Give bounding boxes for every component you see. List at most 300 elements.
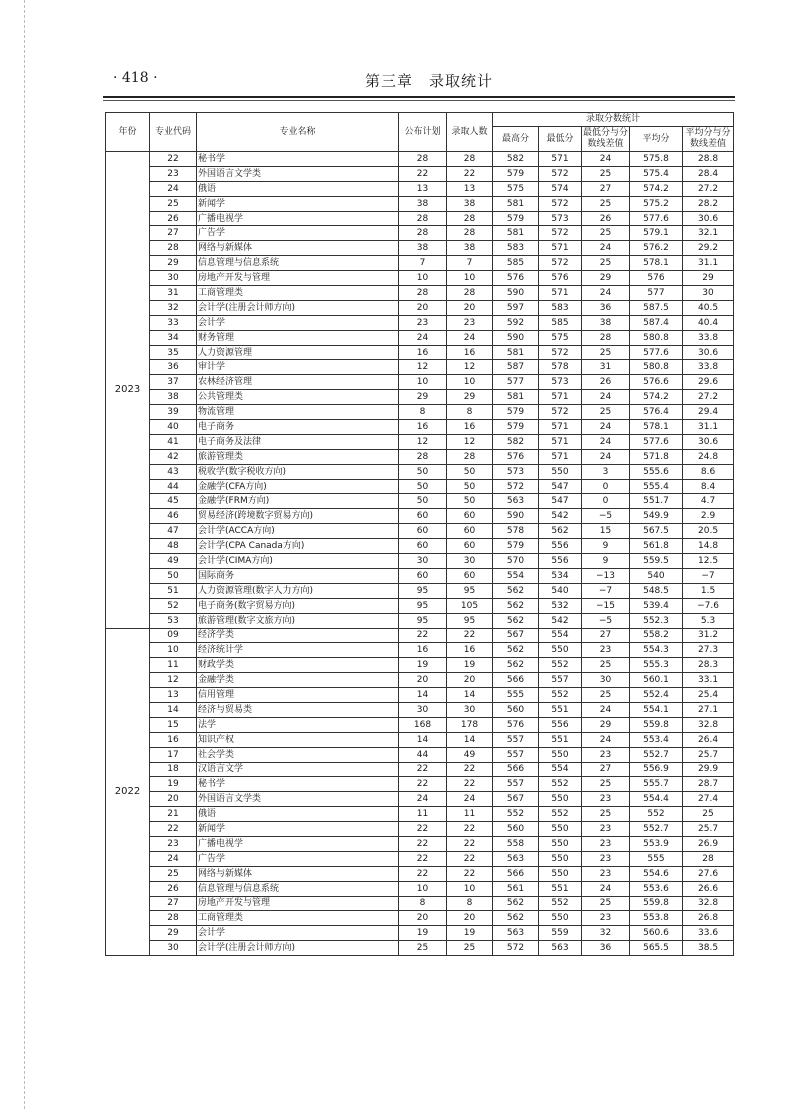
admitted-cell: 22 — [447, 822, 493, 837]
admitted-cell: 60 — [447, 524, 493, 539]
min-cell: 572 — [539, 196, 582, 211]
avg-diff-cell: 27.2 — [683, 390, 734, 405]
plan-cell: 38 — [399, 196, 447, 211]
min-cell: 550 — [539, 822, 582, 837]
avg-cell: 555 — [630, 851, 683, 866]
max-cell: 590 — [493, 330, 539, 345]
avg-cell: 561.8 — [630, 539, 683, 554]
min-diff-cell: 15 — [582, 524, 630, 539]
min-cell: 563 — [539, 941, 582, 956]
name-cell: 广告学 — [197, 851, 399, 866]
admitted-cell: 49 — [447, 747, 493, 762]
plan-cell: 50 — [399, 464, 447, 479]
code-cell: 09 — [150, 628, 197, 643]
avg-cell: 587.4 — [630, 315, 683, 330]
avg-diff-cell: 33.1 — [683, 673, 734, 688]
code-cell: 51 — [150, 583, 197, 598]
avg-diff-cell: 1.5 — [683, 583, 734, 598]
name-cell: 会计学 — [197, 315, 399, 330]
admitted-cell: 25 — [447, 941, 493, 956]
plan-cell: 50 — [399, 494, 447, 509]
admitted-cell: 60 — [447, 568, 493, 583]
plan-cell: 10 — [399, 271, 447, 286]
plan-cell: 30 — [399, 702, 447, 717]
plan-cell: 13 — [399, 181, 447, 196]
min-diff-cell: −15 — [582, 598, 630, 613]
table-body — [106, 152, 734, 956]
min-cell: 572 — [539, 405, 582, 420]
max-cell: 578 — [493, 524, 539, 539]
admitted-cell: 23 — [447, 315, 493, 330]
min-cell: 556 — [539, 717, 582, 732]
min-cell: 532 — [539, 598, 582, 613]
header-max: 最高分 — [493, 127, 539, 152]
code-cell: 16 — [150, 732, 197, 747]
plan-cell: 28 — [399, 152, 447, 167]
avg-cell: 565.5 — [630, 941, 683, 956]
code-cell: 24 — [150, 181, 197, 196]
avg-cell: 575.4 — [630, 166, 683, 181]
min-cell: 547 — [539, 494, 582, 509]
max-cell: 560 — [493, 822, 539, 837]
avg-cell: 580.8 — [630, 330, 683, 345]
table-row — [106, 658, 734, 673]
code-cell: 21 — [150, 807, 197, 822]
code-cell: 13 — [150, 688, 197, 703]
admitted-cell: 14 — [447, 688, 493, 703]
min-diff-cell: 27 — [582, 762, 630, 777]
name-cell: 旅游管理(数字文旅方向) — [197, 613, 399, 628]
plan-cell: 24 — [399, 330, 447, 345]
plan-cell: 28 — [399, 226, 447, 241]
name-cell: 广告学 — [197, 226, 399, 241]
min-cell: 571 — [539, 434, 582, 449]
avg-cell: 552.7 — [630, 747, 683, 762]
min-diff-cell: 30 — [582, 673, 630, 688]
min-diff-cell: 25 — [582, 345, 630, 360]
table-row — [106, 866, 734, 881]
plan-cell: 19 — [399, 658, 447, 673]
min-cell: 583 — [539, 300, 582, 315]
name-cell: 法学 — [197, 717, 399, 732]
avg-cell: 574.2 — [630, 181, 683, 196]
name-cell: 汉语言文学 — [197, 762, 399, 777]
min-diff-cell: 36 — [582, 941, 630, 956]
table-row — [106, 256, 734, 271]
header-avg-diff: 平均分与分数线差值 — [683, 127, 734, 152]
name-cell: 知识产权 — [197, 732, 399, 747]
table-row — [106, 628, 734, 643]
plan-cell: 95 — [399, 598, 447, 613]
name-cell: 房地产开发与管理 — [197, 896, 399, 911]
min-diff-cell: 31 — [582, 360, 630, 375]
table-row — [106, 479, 734, 494]
table-row — [106, 598, 734, 613]
max-cell: 558 — [493, 836, 539, 851]
avg-cell: 587.5 — [630, 300, 683, 315]
min-diff-cell: 23 — [582, 851, 630, 866]
min-diff-cell: 29 — [582, 271, 630, 286]
header-rule — [103, 96, 735, 98]
admitted-cell: 22 — [447, 866, 493, 881]
avg-diff-cell: 31.1 — [683, 420, 734, 435]
avg-diff-cell: −7 — [683, 568, 734, 583]
admitted-cell: 60 — [447, 509, 493, 524]
code-cell: 41 — [150, 434, 197, 449]
table-row — [106, 345, 734, 360]
admitted-cell: 105 — [447, 598, 493, 613]
avg-diff-cell: 29.2 — [683, 241, 734, 256]
table-row — [106, 881, 734, 896]
avg-cell: 579.1 — [630, 226, 683, 241]
code-cell: 40 — [150, 420, 197, 435]
min-cell: 550 — [539, 464, 582, 479]
min-cell: 562 — [539, 524, 582, 539]
min-cell: 551 — [539, 702, 582, 717]
header-avg: 平均分 — [630, 127, 683, 152]
avg-cell: 576.6 — [630, 375, 683, 390]
admitted-cell: 24 — [447, 792, 493, 807]
admitted-cell: 20 — [447, 911, 493, 926]
max-cell: 562 — [493, 613, 539, 628]
code-cell: 48 — [150, 539, 197, 554]
code-cell: 33 — [150, 315, 197, 330]
admitted-cell: 20 — [447, 673, 493, 688]
min-cell: 552 — [539, 896, 582, 911]
plan-cell: 22 — [399, 822, 447, 837]
min-cell: 574 — [539, 181, 582, 196]
admitted-cell: 8 — [447, 896, 493, 911]
avg-cell: 555.4 — [630, 479, 683, 494]
max-cell: 582 — [493, 152, 539, 167]
table-row — [106, 896, 734, 911]
plan-cell: 12 — [399, 434, 447, 449]
min-cell: 550 — [539, 643, 582, 658]
admitted-cell: 38 — [447, 196, 493, 211]
code-cell: 36 — [150, 360, 197, 375]
avg-diff-cell: 25.7 — [683, 822, 734, 837]
plan-cell: 14 — [399, 688, 447, 703]
code-cell: 19 — [150, 777, 197, 792]
code-cell: 42 — [150, 449, 197, 464]
name-cell: 会计学(注册会计师方向) — [197, 300, 399, 315]
max-cell: 587 — [493, 360, 539, 375]
plan-cell: 22 — [399, 762, 447, 777]
table-row — [106, 941, 734, 956]
code-cell: 20 — [150, 792, 197, 807]
min-diff-cell: 29 — [582, 717, 630, 732]
avg-diff-cell: 28 — [683, 851, 734, 866]
admitted-cell: 95 — [447, 613, 493, 628]
min-cell: 557 — [539, 673, 582, 688]
min-cell: 571 — [539, 286, 582, 301]
avg-diff-cell: 8.4 — [683, 479, 734, 494]
table-row — [106, 911, 734, 926]
min-diff-cell: 28 — [582, 330, 630, 345]
max-cell: 581 — [493, 345, 539, 360]
admitted-cell: 95 — [447, 583, 493, 598]
avg-cell: 552.4 — [630, 688, 683, 703]
avg-cell: 555.6 — [630, 464, 683, 479]
table-row — [106, 449, 734, 464]
plan-cell: 8 — [399, 405, 447, 420]
avg-diff-cell: 25.4 — [683, 688, 734, 703]
min-diff-cell: 27 — [582, 628, 630, 643]
max-cell: 583 — [493, 241, 539, 256]
plan-cell: 60 — [399, 509, 447, 524]
table-row — [106, 405, 734, 420]
table-row — [106, 152, 734, 167]
plan-cell: 24 — [399, 792, 447, 807]
avg-diff-cell: 20.5 — [683, 524, 734, 539]
table-row — [106, 434, 734, 449]
plan-cell: 60 — [399, 524, 447, 539]
max-cell: 567 — [493, 628, 539, 643]
table-row — [106, 792, 734, 807]
min-diff-cell: 26 — [582, 211, 630, 226]
name-cell: 人力资源管理 — [197, 345, 399, 360]
avg-cell: 559.8 — [630, 896, 683, 911]
chapter-title: 第三章 录取统计 — [365, 72, 494, 90]
table-row — [106, 762, 734, 777]
min-diff-cell: 25 — [582, 896, 630, 911]
avg-cell: 580.8 — [630, 360, 683, 375]
admitted-cell: 22 — [447, 628, 493, 643]
name-cell: 新闻学 — [197, 822, 399, 837]
avg-diff-cell: 12.5 — [683, 554, 734, 569]
min-cell: 551 — [539, 732, 582, 747]
table-row — [106, 375, 734, 390]
header-admitted: 录取人数 — [447, 113, 493, 152]
min-cell: 571 — [539, 390, 582, 405]
table-row — [106, 702, 734, 717]
year-cell: 2023 — [106, 152, 150, 629]
code-cell: 53 — [150, 613, 197, 628]
avg-diff-cell: 28.8 — [683, 152, 734, 167]
code-cell: 18 — [150, 762, 197, 777]
min-cell: 556 — [539, 554, 582, 569]
admitted-cell: 7 — [447, 256, 493, 271]
plan-cell: 14 — [399, 732, 447, 747]
admitted-cell: 28 — [447, 286, 493, 301]
plan-cell: 38 — [399, 241, 447, 256]
table-row — [106, 836, 734, 851]
min-diff-cell: 24 — [582, 286, 630, 301]
plan-cell: 95 — [399, 583, 447, 598]
plan-cell: 22 — [399, 866, 447, 881]
name-cell: 秘书学 — [197, 777, 399, 792]
min-cell: 572 — [539, 345, 582, 360]
admitted-cell: 16 — [447, 345, 493, 360]
min-diff-cell: 23 — [582, 643, 630, 658]
table-row — [106, 286, 734, 301]
max-cell: 562 — [493, 658, 539, 673]
max-cell: 581 — [493, 226, 539, 241]
code-cell: 29 — [150, 926, 197, 941]
admission-score-table — [105, 112, 734, 956]
max-cell: 579 — [493, 166, 539, 181]
avg-diff-cell: 27.1 — [683, 702, 734, 717]
table-row — [106, 643, 734, 658]
avg-cell: 560.6 — [630, 926, 683, 941]
code-cell: 46 — [150, 509, 197, 524]
table-row — [106, 568, 734, 583]
table-row — [106, 554, 734, 569]
name-cell: 电子商务 — [197, 420, 399, 435]
header-year: 年份 — [106, 113, 150, 152]
avg-cell: 552.3 — [630, 613, 683, 628]
min-cell: 572 — [539, 256, 582, 271]
avg-diff-cell: 27.4 — [683, 792, 734, 807]
name-cell: 公共管理类 — [197, 390, 399, 405]
plan-cell: 23 — [399, 315, 447, 330]
table-row — [106, 315, 734, 330]
code-cell: 22 — [150, 822, 197, 837]
avg-diff-cell: 29.9 — [683, 762, 734, 777]
name-cell: 俄语 — [197, 181, 399, 196]
code-cell: 31 — [150, 286, 197, 301]
code-cell: 43 — [150, 464, 197, 479]
code-cell: 39 — [150, 405, 197, 420]
min-diff-cell: 9 — [582, 554, 630, 569]
admitted-cell: 50 — [447, 494, 493, 509]
admitted-cell: 12 — [447, 360, 493, 375]
min-cell: 571 — [539, 152, 582, 167]
avg-diff-cell: 28.2 — [683, 196, 734, 211]
admitted-cell: 28 — [447, 226, 493, 241]
min-cell: 547 — [539, 479, 582, 494]
min-diff-cell: 24 — [582, 434, 630, 449]
table-row — [106, 330, 734, 345]
min-cell: 550 — [539, 911, 582, 926]
avg-cell: 571.8 — [630, 449, 683, 464]
table-row — [106, 226, 734, 241]
avg-diff-cell: 40.5 — [683, 300, 734, 315]
name-cell: 经济与贸易类 — [197, 702, 399, 717]
name-cell: 电子商务及法律 — [197, 434, 399, 449]
avg-diff-cell: 25 — [683, 807, 734, 822]
avg-diff-cell: 27.6 — [683, 866, 734, 881]
admitted-cell: 50 — [447, 479, 493, 494]
admitted-cell: 8 — [447, 405, 493, 420]
avg-diff-cell: −7.6 — [683, 598, 734, 613]
plan-cell: 60 — [399, 568, 447, 583]
year-cell: 2022 — [106, 628, 150, 956]
avg-cell: 576.2 — [630, 241, 683, 256]
avg-cell: 553.4 — [630, 732, 683, 747]
code-cell: 30 — [150, 271, 197, 286]
min-diff-cell: 25 — [582, 405, 630, 420]
avg-diff-cell: 29 — [683, 271, 734, 286]
header-major-code: 专业代码 — [150, 113, 197, 152]
code-cell: 23 — [150, 166, 197, 181]
code-cell: 44 — [150, 479, 197, 494]
avg-diff-cell: 4.7 — [683, 494, 734, 509]
plan-cell: 22 — [399, 836, 447, 851]
plan-cell: 20 — [399, 911, 447, 926]
code-cell: 23 — [150, 836, 197, 851]
plan-cell: 10 — [399, 375, 447, 390]
min-diff-cell: 27 — [582, 181, 630, 196]
table-row — [106, 732, 734, 747]
table-header — [106, 113, 734, 152]
admitted-cell: 38 — [447, 241, 493, 256]
max-cell: 562 — [493, 583, 539, 598]
min-diff-cell: 9 — [582, 539, 630, 554]
code-cell: 28 — [150, 241, 197, 256]
name-cell: 金融学(FRM方向) — [197, 494, 399, 509]
avg-diff-cell: 40.4 — [683, 315, 734, 330]
max-cell: 566 — [493, 762, 539, 777]
min-cell: 571 — [539, 420, 582, 435]
max-cell: 552 — [493, 807, 539, 822]
min-cell: 552 — [539, 777, 582, 792]
plan-cell: 44 — [399, 747, 447, 762]
avg-diff-cell: 26.6 — [683, 881, 734, 896]
plan-cell: 10 — [399, 881, 447, 896]
plan-cell: 19 — [399, 926, 447, 941]
min-diff-cell: 25 — [582, 777, 630, 792]
table-row — [106, 509, 734, 524]
code-cell: 26 — [150, 881, 197, 896]
max-cell: 579 — [493, 405, 539, 420]
admitted-cell: 11 — [447, 807, 493, 822]
admitted-cell: 20 — [447, 300, 493, 315]
table-row — [106, 524, 734, 539]
admitted-cell: 30 — [447, 554, 493, 569]
name-cell: 房地产开发与管理 — [197, 271, 399, 286]
max-cell: 563 — [493, 851, 539, 866]
max-cell: 562 — [493, 643, 539, 658]
plan-cell: 16 — [399, 420, 447, 435]
min-diff-cell: 24 — [582, 420, 630, 435]
max-cell: 557 — [493, 747, 539, 762]
code-cell: 15 — [150, 717, 197, 732]
avg-cell: 551.7 — [630, 494, 683, 509]
avg-diff-cell: 32.1 — [683, 226, 734, 241]
admitted-cell: 16 — [447, 420, 493, 435]
name-cell: 财政学类 — [197, 658, 399, 673]
plan-cell: 25 — [399, 941, 447, 956]
admitted-cell: 50 — [447, 464, 493, 479]
min-diff-cell: 23 — [582, 822, 630, 837]
code-cell: 32 — [150, 300, 197, 315]
max-cell: 597 — [493, 300, 539, 315]
name-cell: 社会学类 — [197, 747, 399, 762]
name-cell: 经济统计学 — [197, 643, 399, 658]
min-cell: 550 — [539, 747, 582, 762]
avg-diff-cell: 27.3 — [683, 643, 734, 658]
header-score-group: 录取分数统计 — [493, 113, 734, 127]
min-diff-cell: 25 — [582, 807, 630, 822]
admitted-cell: 12 — [447, 434, 493, 449]
header-rule-thin — [103, 100, 735, 101]
min-cell: 554 — [539, 628, 582, 643]
plan-cell: 30 — [399, 554, 447, 569]
admitted-cell: 22 — [447, 836, 493, 851]
code-cell: 47 — [150, 524, 197, 539]
avg-diff-cell: 30.6 — [683, 345, 734, 360]
table-row — [106, 494, 734, 509]
plan-cell: 50 — [399, 479, 447, 494]
code-cell: 25 — [150, 196, 197, 211]
min-cell: 550 — [539, 792, 582, 807]
avg-diff-cell: 28.4 — [683, 166, 734, 181]
code-cell: 26 — [150, 211, 197, 226]
name-cell: 贸易经济(跨境数字贸易方向) — [197, 509, 399, 524]
avg-cell: 539.4 — [630, 598, 683, 613]
max-cell: 561 — [493, 881, 539, 896]
